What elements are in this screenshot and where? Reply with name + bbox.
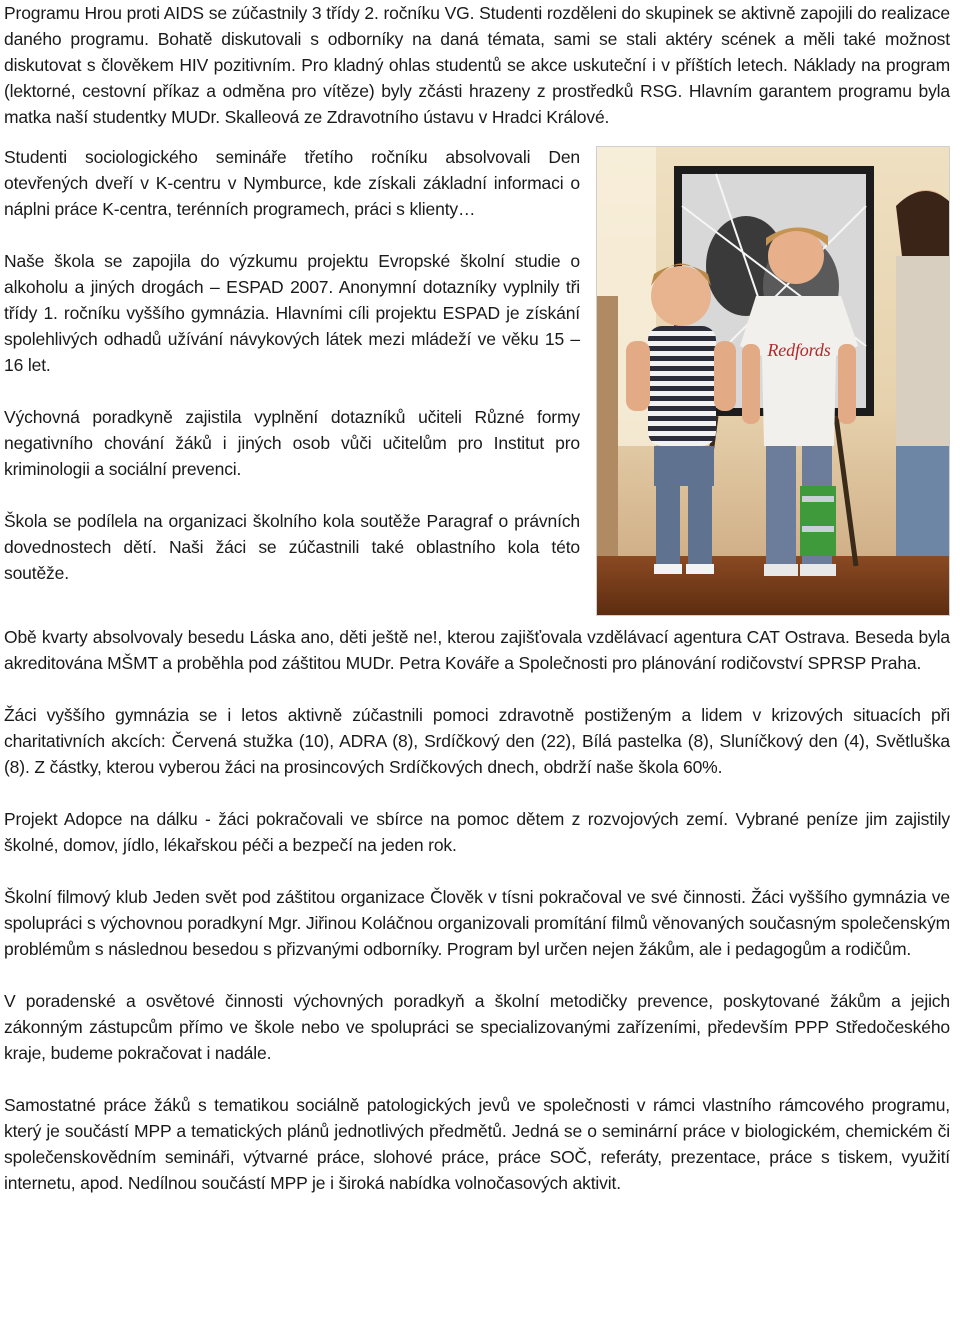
svg-text:Redfords: Redfords xyxy=(767,340,831,360)
students-photo-image xyxy=(596,146,950,616)
document-page xyxy=(4,0,950,1196)
paragraph-filmovy-klub: Školní filmový klub Jeden svět pod záštitou organizace Člověk v tísni pokračoval ve své činnosti. Žáci vyššího gymnázia ve spolupráci s výchovnou poradkyní Mgr. Jiřinou Koláčnou organizovali promítání filmů věnovaných současným společenským problémům s následnou besedou s přizvanými odborníky. Program byl určen nejen žákům, ale i pedagogům a rodičům. xyxy=(4,887,950,959)
paragraph-paragraf: Škola se podílela na organizaci školního kola soutěže Paragraf o právních dovednostech dětí. Naši žáci se zúčastnili také oblastního kola této soutěže. xyxy=(4,511,580,583)
paragraph-samostatne-prace: Samostatné práce žáků s tematikou sociálně patologických jevů ve společnosti v rámci vlastního rámcového programu, který je součástí MPP a tematických plánů jednotlivých předmětů. Jedná se o seminární práce v biologickém, chemickém či společenskovědním semináři, výtvarné práce, slohové práce, práce SOČ, referáty, prezentace, práce s tiskem, využití internetu, apod. Nedílnou součástí MPP je i široká nabídka volnočasových aktivit. xyxy=(4,1095,950,1193)
paragraph-charita: Žáci vyššího gymnázia se i letos aktivně zúčastnili pomoci zdravotně postiženým a lidem v krizových situacích při charitativních akcích: Červená stužka (10), ADRA (8), Srdíčkový den (22), Bílá pastelka (8), Sluníčkový den (4), Světluška (8). Z částky, kterou vyberou žáci na prosincových Srdíčkových dnech, obdrží naše škola 60%. xyxy=(4,705,950,777)
paragraph-kvarty: Obě kvarty absolvovaly besedu Láska ano, děti ještě ne!, kterou zajišťovala vzdělávací agentura CAT Ostrava. Beseda byla akreditována MŠMT a proběhla pod záštitou MUDr. Petra Kováře a Společnosti pro plánování rodičovství SPRSP Praha. xyxy=(4,627,950,673)
paragraph-espad: Naše škola se zapojila do výzkumu projektu Evropské školní studie o alkoholu a jiných drogách – ESPAD 2007. Anonymní dotazníky vyplnily tři třídy 1. ročníku vyššího gymnázia. Hlavními cíli projektu ESPAD je získání spolehlivých odhadů užívání návykových látek mezi mládeží ve věku 15 – 16 let. xyxy=(4,251,580,375)
students-photo xyxy=(596,146,950,616)
paragraph-aids-program: Programu Hrou proti AIDS se zúčastnily 3 třídy 2. ročníku VG. Studenti rozděleni do skupinek se aktivně zapojili do realizace daného programu. Bohatě diskutovali s odborníky na daná témata, sami se stali aktéry scének a měli také možnost diskutovat s člověkem HIV pozitivním. Pro kladný ohlas studentů se akce uskuteční i v příštích letech. Náklady na program (lektorné, cestovní příkaz a odměna pro vítěze) byly zčásti hrazeny z prostředků RSG. Hlavním garantem programu byla matka naší studentky MUDr. Skalleová ze Zdravotního ústavu v Hradci Králové. xyxy=(4,3,950,127)
paragraph-k-centrum: Studenti sociologického semináře třetího ročníku absolvovali Den otevřených dveří v K-centru v Nymburce, kde získali základní informaci o náplni práce K-centra, terénních programech, práci s klienty… xyxy=(4,147,580,219)
paragraph-adopce: Projekt Adopce na dálku - žáci pokračovali ve sbírce na pomoc dětem z rozvojových zemí. Vybrané peníze jim zajistily školné, domov, jídlo, lékařskou péči a bezpečí na jeden rok. xyxy=(4,809,950,855)
paragraph-poradenska-cinnost: V poradenské a osvětové činnosti výchovných poradkyň a školní metodičky prevence, poskytované žákům a jejich zákonným zástupcům přímo ve škole nebo ve spolupráci se specializovanými zařízeními, především PPP Středočeského kraje, budeme pokračovat i nadále. xyxy=(4,991,950,1063)
paragraph-poradkyne: Výchovná poradkyně zajistila vyplnění dotazníků učiteli Různé formy negativního chování žáků i jiných osob vůči učitelům pro Institut pro kriminologii a sociální prevenci. xyxy=(4,407,580,479)
